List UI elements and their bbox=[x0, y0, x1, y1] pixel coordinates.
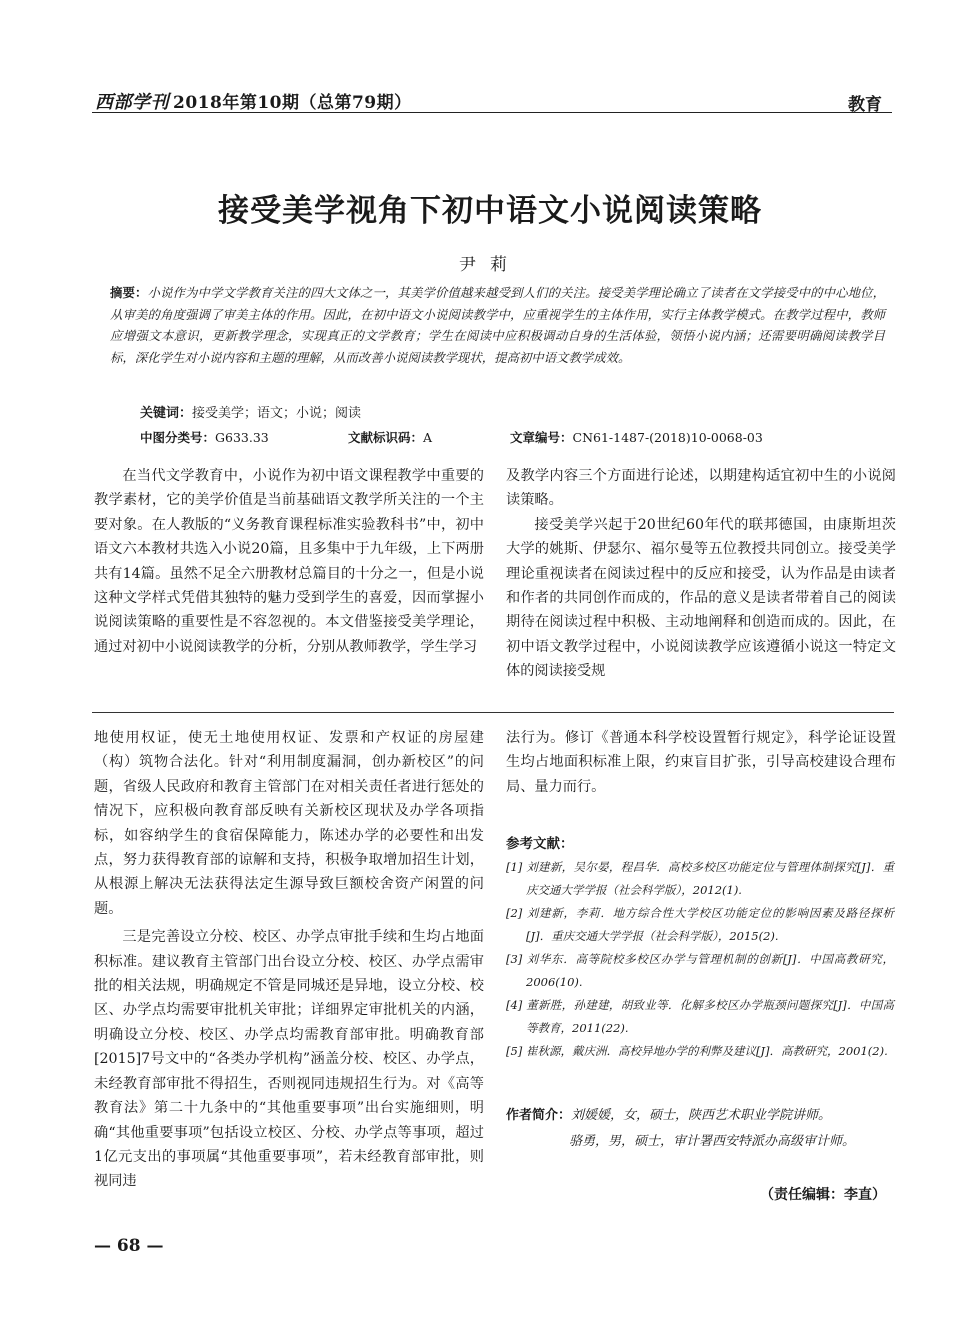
abstract bbox=[110, 282, 885, 368]
doc-code bbox=[348, 428, 432, 446]
article-title: 接受美学视角下初中语文小说阅读策略 bbox=[218, 193, 762, 229]
author-bio bbox=[506, 1103, 894, 1155]
clc-value: G633.33 bbox=[215, 430, 269, 445]
page-number: — 68 — bbox=[94, 1236, 164, 1256]
journal-issue: 2018年第10期（总第79期） bbox=[173, 93, 412, 113]
body-paragraph: 在当代文学教育中，小说作为初中语文课程教学中重要的教学素材，它的美学价值是当前基础语文教学所关注的一个主要对象。在人教版的“义务教育课程标准实验教科书”中，初中语文六本教材共选入小说20篇，且多集中于九年级，上下两册共有14篇。虽然不足全六册教材总篇目的十分之一，但是小说这种文学样式凭借其独特的魅力受到学生的喜爱，因而掌握小说阅读策略的重要性是不容忽视的。本文借鉴接受美学理论，通过对初中小说阅读教学的分析，分别从教师教学，学生学习 bbox=[94, 468, 484, 655]
reference-item: [2] 刘建新，李莉．地方综合性大学校区功能定位的影响因素及路径探析[J]．重庆交通大学学报（社会科学版），2015(2). bbox=[506, 906, 894, 943]
journal-header bbox=[95, 88, 412, 114]
author-bio-2: 骆勇，男，硕士，审计署西安特派办高级审计师。 bbox=[569, 1134, 856, 1149]
references-list bbox=[506, 856, 894, 1063]
references-title: 参考文献： bbox=[506, 836, 574, 852]
author-bio-label: 作者简介： bbox=[506, 1108, 572, 1123]
author-bio-1: 刘媛媛，女，硕士，陕西艺术职业学院讲师。 bbox=[571, 1108, 832, 1123]
article-divider bbox=[92, 712, 894, 713]
responsible-editor: （责任编辑：李直） bbox=[760, 1187, 886, 1203]
lower-left-column bbox=[94, 726, 484, 1194]
body-paragraph: 接受美学兴起于20世纪60年代的联邦德国，由康斯坦茨大学的姚斯、伊瑟尔、福尔曼等五位教授共同创立。接受美学理论重视读者在阅读过程中的反应和接受，认为作品是由读者和作者的共同创作而成的，作品的意义是读者带着自己的阅读期待在阅读过程中积极、主动地阐释和创造而成的。因此，在初中语文教学过程中，小说阅读教学应该遵循小说这一特定文体的阅读接受规 bbox=[506, 516, 896, 680]
body-paragraph: 及教学内容三个方面进行论述，以期建构适宜初中生的小说阅读策略。 bbox=[506, 468, 896, 509]
journal-brand: 西部学刊 bbox=[95, 92, 169, 113]
abstract-label: 摘要： bbox=[110, 285, 148, 300]
reference-item: [4] 董新胜，孙建建，胡致业等．化解多校区办学瓶颈问题探究[J]．中国高等教育，2011(22). bbox=[506, 998, 894, 1035]
header-rule bbox=[92, 112, 892, 113]
article-number-label: 文章编号： bbox=[510, 430, 573, 445]
body-paragraph: 地使用权证，使无土地使用权证、发票和产权证的房屋建（构）筑物合法化。针对“利用制度漏洞，创办新校区”的问题，省级人民政府和教育主管部门在对相关责任者进行惩处的情况下，应积极向教育部反映有关新校区现状及办学各项指标，如容纳学生的食宿保障能力，陈述办学的必要性和出发点，努力获得教育部的谅解和支持，积极争取增加招生计划，从根源上解决无法获得法定生源导致巨额校舍资产闲置的问题。 bbox=[94, 730, 484, 917]
article-author: 尹莉 bbox=[459, 255, 521, 275]
reference-item: [3] 刘华东．高等院校多校区办学与管理机制的创新[J]．中国高教研究，2006(10). bbox=[506, 952, 894, 989]
body-paragraph: 三是完善设立分校、校区、办学点审批手续和生均占地面积标准。建议教育主管部门出台设立分校、校区、办学点需审批的相关法规，明确规定不管是同城还是异地，设立分校、校区、办学点均需要审批机关审批；详细界定审批机关的内涵，明确设立分校、校区、办学点均需教育部审批。明确教育部[2015]7号文中的“各类办学机构”涵盖分校、校区、办学点，未经教育部审批不得招生，否则视同违规招生行为。对《高等教育法》第二十九条中的“其他重要事项”出台实施细则，明确“其他重要事项”包括设立校区、分校、办学点等事项，超过1亿元支出的事项属“其他重要事项”，若未经教育部审批，则视同违 bbox=[94, 929, 484, 1190]
keywords bbox=[140, 402, 361, 421]
keywords-text: 接受美学；语文；小说；阅读 bbox=[192, 406, 362, 421]
doc-code-value: A bbox=[423, 430, 433, 445]
keywords-label: 关键词： bbox=[140, 406, 193, 421]
abstract-text: 小说作为中学文学教育关注的四大文体之一，其美学价值越来越受到人们的关注。接受美学理论确立了读者在文学接受中的中心地位，从审美的角度强调了审美主体的作用。因此，在初中语文小说阅读教学中，应重视学生的主体作用，实行主体教学模式。在教学过程中，教师应增强文本意识，更新教学理念，实现真正的文学教育；学生在阅读中应积极调动自身的生活体验，领悟小说内涵；还需要明确阅读教学目标，深化学生对小说内容和主题的理解，从而改善小说阅读教学现状，提高初中语文教学成效。 bbox=[110, 285, 886, 365]
clc-number bbox=[140, 428, 269, 446]
article-number bbox=[510, 428, 763, 446]
body-right-column bbox=[506, 464, 896, 684]
article-number-value: CN61-1487-(2018)10-0068-03 bbox=[572, 430, 763, 445]
reference-item: [1] 刘建新，吴尔晏，程昌华．高校多校区功能定位与管理体制探究[J]．重庆交通大学学报（社会科学版），2012(1). bbox=[506, 860, 894, 897]
body-paragraph: 法行为。修订《普通本科学校设置暂行规定》，科学论证设置生均占地面积标准上限，约束盲目扩张，引导高校建设合理布局、量力而行。 bbox=[506, 730, 896, 795]
lower-right-column bbox=[506, 726, 896, 799]
reference-item: [5] 崔秋源，戴庆洲．高校异地办学的利弊及建议[J]．高教研究，2001(2). bbox=[506, 1044, 888, 1058]
body-left-column bbox=[94, 464, 484, 659]
doc-code-label: 文献标识码： bbox=[348, 430, 424, 445]
clc-label: 中图分类号： bbox=[140, 430, 216, 445]
section-label: 教育 bbox=[848, 95, 882, 115]
